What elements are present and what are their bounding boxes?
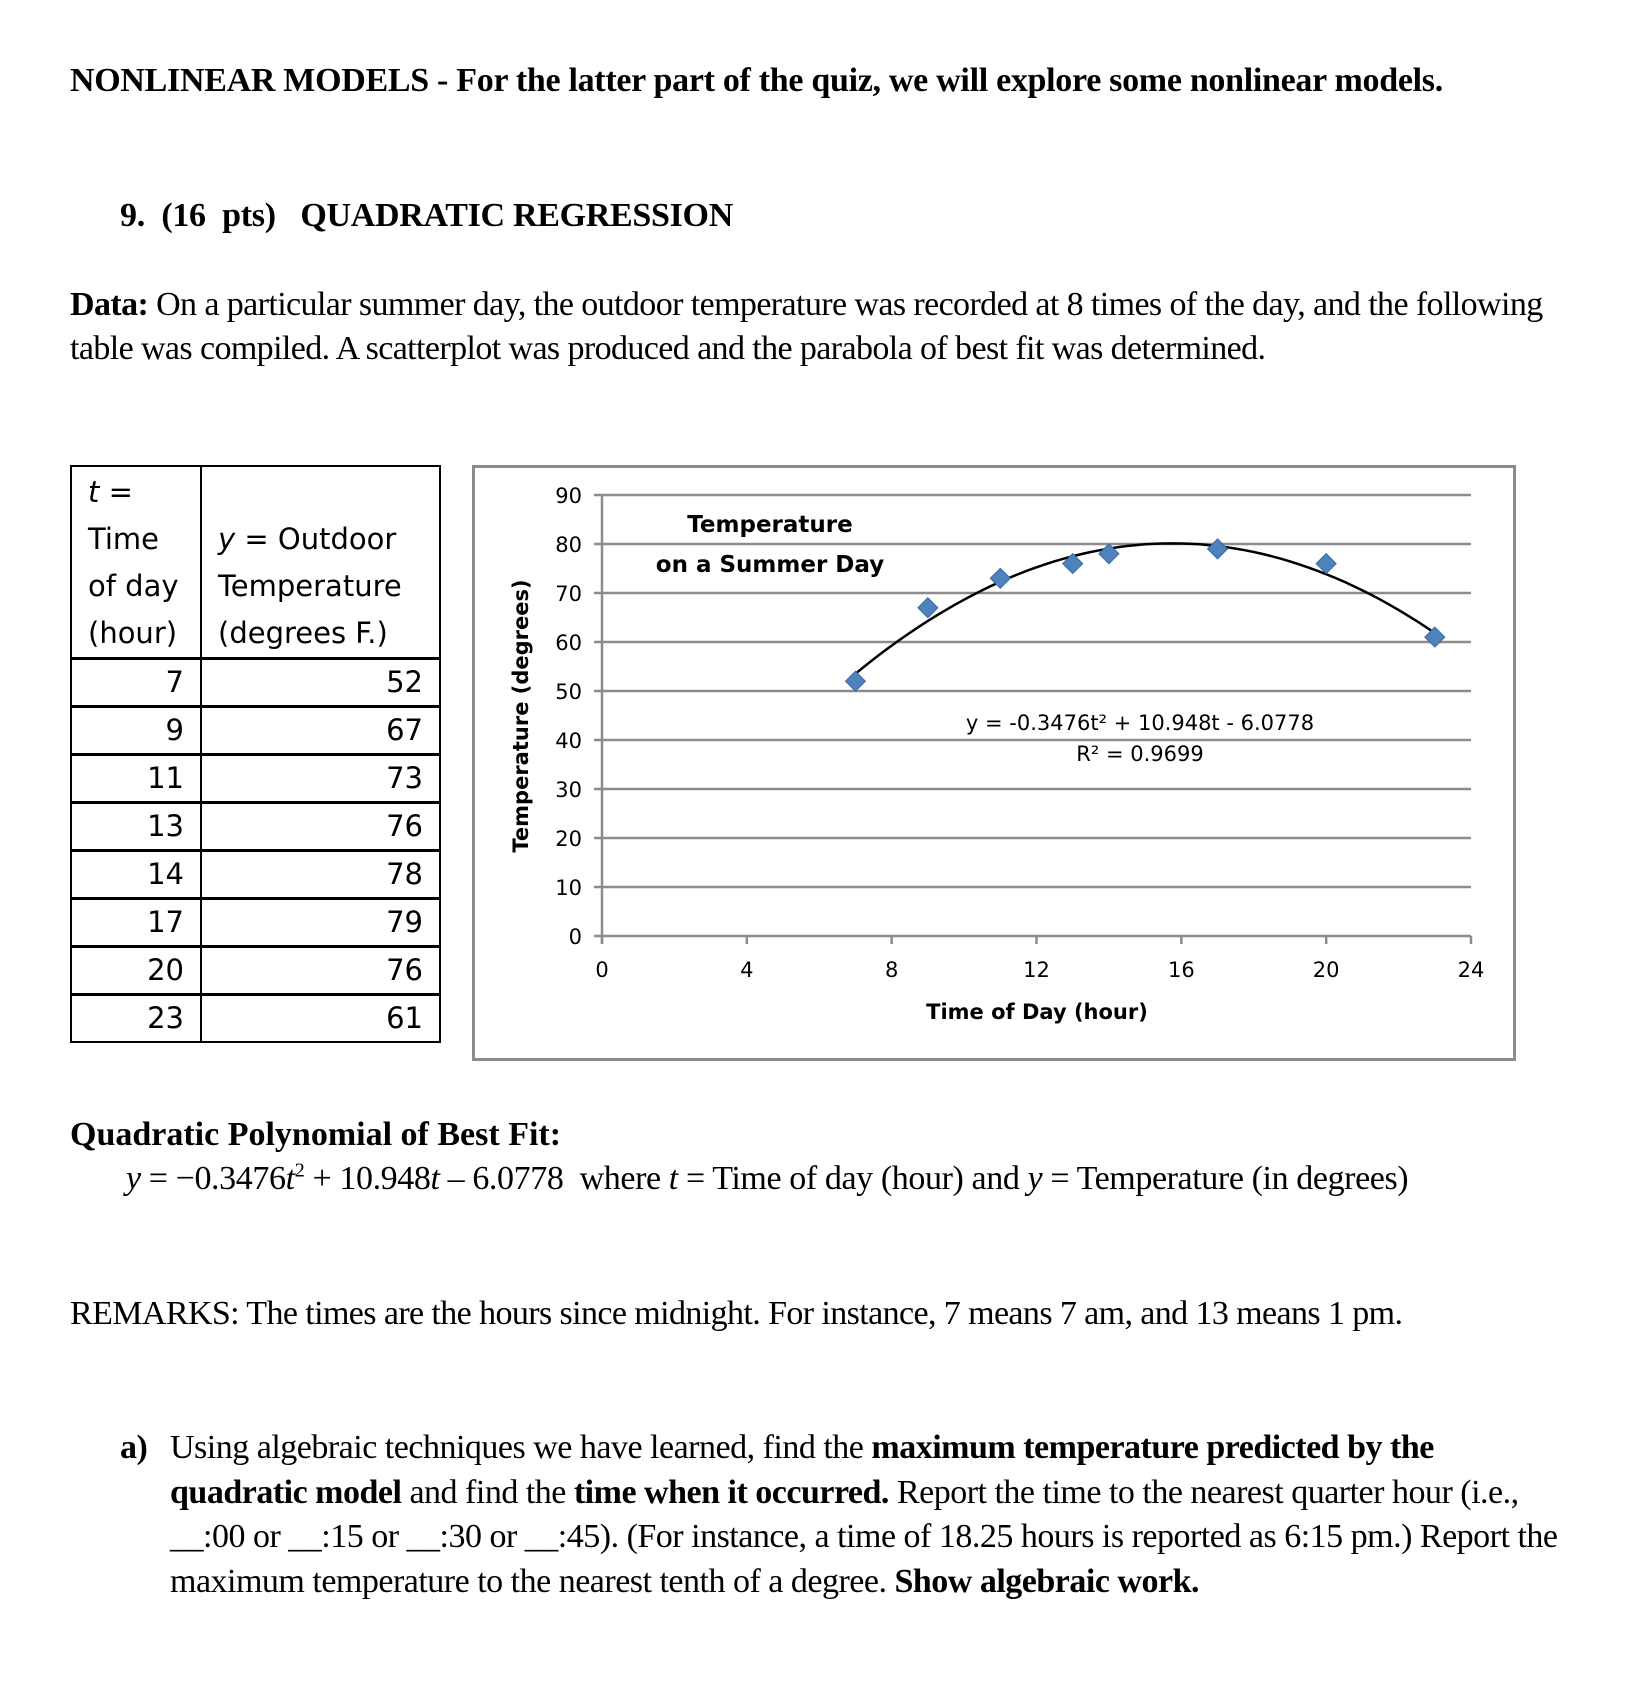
trendline-equation: y = -0.3476t² + 10.948t - 6.0778 <box>965 711 1315 735</box>
chart-title-line1: Temperature <box>687 512 853 538</box>
trendline-r2: R² = 0.9699 <box>1076 742 1204 766</box>
y-axis-ticks <box>555 484 582 949</box>
y-tick-label: 50 <box>555 680 582 704</box>
y-tick-label: 20 <box>555 827 582 851</box>
table-row: 23 61 <box>71 995 440 1043</box>
data-label: Data: <box>70 286 149 323</box>
data-point-diamond <box>918 598 938 618</box>
table-row: 11 73 <box>71 755 440 803</box>
best-fit-equation: $y = -0.3476t^2 + 10.948t - 6.0778$ where t = Time of day (hour) and y = Temperature (in degrees) <box>126 1159 1409 1197</box>
table-row: 9 67 <box>71 707 440 755</box>
x-tick-label: 12 <box>1023 958 1050 982</box>
x-tick-label: 16 <box>1167 958 1195 982</box>
scatter-chart <box>472 465 1516 1061</box>
header-temperature: y = Outdoor Temperature (degrees F.) <box>201 466 440 659</box>
y-tick-label: 80 <box>555 533 582 557</box>
y-tick-label: 70 <box>555 582 582 606</box>
header-time: t = Time of day (hour) <box>71 466 201 659</box>
x-tick-label: 20 <box>1312 958 1340 982</box>
table-row: 17 79 <box>71 899 440 947</box>
data-point-diamond <box>1063 554 1083 574</box>
x-tick-label: 24 <box>1457 958 1485 982</box>
table-header-row <box>71 466 440 659</box>
table-row: 20 76 <box>71 947 440 995</box>
table-row: 14 78 <box>71 851 440 899</box>
y-tick-label: 10 <box>555 876 582 900</box>
chart-title-line2: on a Summer Day <box>655 552 885 578</box>
data-table <box>70 465 441 1043</box>
y-tick-label: 40 <box>555 729 582 753</box>
question-topic: QUADRATIC REGRESSION <box>300 197 733 234</box>
y-axis-label: Temperature (degrees) <box>509 579 533 853</box>
data-point-diamond <box>1425 627 1445 647</box>
y-tick-label: 0 <box>568 925 582 949</box>
table-row: 7 52 <box>71 659 440 707</box>
y-tick-label: 90 <box>555 484 582 508</box>
question-points: (16 pts) <box>161 197 276 234</box>
x-axis-label: Time of Day (hour) <box>926 1000 1148 1024</box>
part-a-label: a) <box>120 1429 148 1466</box>
y-tick-label: 60 <box>555 631 582 655</box>
data-point-diamond <box>845 671 865 691</box>
data-description <box>70 283 1590 371</box>
best-fit-heading: Quadratic Polynomial of Best Fit: <box>70 1116 562 1153</box>
x-tick-label: 8 <box>884 958 899 982</box>
trendline <box>856 543 1435 673</box>
table-row: 13 76 <box>71 803 440 851</box>
data-point-diamond <box>1208 539 1228 559</box>
y-tick-label: 30 <box>555 778 582 802</box>
question-number: 9. <box>120 197 145 234</box>
remarks: REMARKS: The times are the hours since midnight. For instance, 7 means 7 am, and 13 means 1 pm. <box>70 1295 1403 1332</box>
section-heading: NONLINEAR MODELS - For the latter part of the quiz, we will explore some nonlinear models. <box>70 62 1443 99</box>
x-tick-label: 0 <box>595 958 609 982</box>
part-a-text: Using algebraic techniques we have learned, find the maximum temperature predicted by the quadratic model and find the time when it occurred. Report the time to the nearest quarter hour (i.e., __:00 or __:15 or __:30 or __:45). (For instance, a time of 18.25 hours is reported as 6:15 pm.) Report the maximum temperature to the nearest tenth of a degree. Show algebraic work. <box>170 1429 1558 1600</box>
part-a <box>120 1426 1560 1604</box>
data-text: On a particular summer day, the outdoor temperature was recorded at 8 times of the day, and the following table was compiled. A scatterplot was produced and the parabola of best fit was determined. <box>70 286 1543 367</box>
x-axis-ticks <box>595 958 1484 982</box>
question-title <box>120 193 733 239</box>
x-tick-label: 4 <box>740 958 754 982</box>
